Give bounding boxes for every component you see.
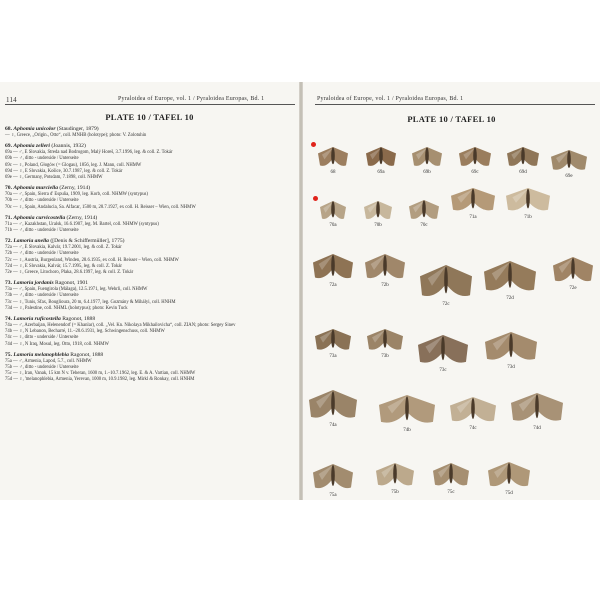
header-rule-right — [315, 104, 595, 105]
species-entry — [5, 185, 297, 211]
specimen-label: 69a — [377, 170, 385, 175]
specimen-label: 74d — [533, 426, 541, 431]
species-number: 73. — [5, 280, 14, 287]
moth-body — [471, 189, 475, 209]
species-name: Lamoria melanophlebia — [13, 351, 69, 358]
moth-specimen — [374, 461, 416, 489]
species-heading — [5, 352, 297, 359]
species-name: Lamoria anella — [13, 238, 49, 245]
species-author: (Joannis, 1932) — [49, 143, 86, 150]
specimen-record: 75b — ♂, ditto - underside / Unterseite — [5, 365, 79, 371]
specimen-record: 72b — ♂, ditto - underside / Unterseite — [5, 251, 79, 257]
species-entry — [5, 238, 297, 276]
specimen-record: 69d — ♀, E Slovakia, Košice, 30.7.1987, leg. & coll. Z. Tokár — [5, 168, 123, 174]
species-heading — [5, 316, 297, 323]
specimen-label: 72a — [329, 283, 337, 288]
specimen-record: 69e — ♀, Germany, Potsdam, 7.1898, coll. NHMW — [5, 175, 103, 181]
moth-specimen — [311, 252, 355, 282]
plate-title-right: PLATE 10 / TAFEL 10 — [407, 114, 496, 124]
specimen-record: 70a — ♂, Spain, Sierra d' Espuña, 1909, leg. Korb, coll. NHMW (syntypus) — [5, 192, 148, 198]
moth-specimen — [448, 395, 498, 425]
species-name: Aphomia zelleri — [13, 143, 50, 150]
specimen-record: 69a — ♂, E Slovakia, Streda nad Bodrogom, Malý Horeš, 3.7.1996, leg. & coll. Z. Tokár — [5, 150, 173, 156]
species-author: Ragonot, 1901 — [53, 280, 88, 287]
moth-body — [331, 465, 335, 486]
specimen-record: 69b — ♂, ditto - underside / Unterseite — [5, 156, 79, 162]
specimen-record: 71b — ♂, ditto - underside / Unterseite — [5, 228, 79, 234]
specimen-label: 75d — [505, 491, 513, 496]
moth-wing-right — [424, 200, 439, 219]
moth-wing-right — [446, 265, 472, 296]
specimen-label: 70b — [374, 222, 382, 228]
moth-specimen — [457, 145, 493, 169]
species-name: Lamoria jordanis — [13, 280, 54, 287]
specimen-label: 69c — [471, 170, 479, 175]
pin-head-icon — [311, 142, 316, 147]
moth-wing-right — [333, 390, 357, 418]
moth-wing-right — [333, 464, 353, 488]
specimen-record: 73b — ♂, ditto - underside / Unterseite — [5, 293, 79, 299]
specimen-label: 70a — [329, 222, 337, 228]
moth-wing-right — [333, 329, 351, 350]
moth-body — [383, 330, 387, 348]
moth-wing-right — [385, 329, 403, 350]
species-heading — [5, 280, 297, 287]
species-number: 69. — [5, 143, 14, 150]
moth-body — [571, 258, 575, 279]
moth-body — [508, 263, 512, 288]
moth-specimen — [318, 199, 348, 222]
species-list — [5, 126, 297, 388]
right-page — [303, 82, 600, 500]
specimen-label: 75b — [391, 490, 399, 495]
species-number: 71. — [5, 214, 14, 221]
specimen-label: 74a — [329, 423, 337, 428]
species-number: 72. — [5, 238, 14, 245]
moth-body — [509, 333, 513, 357]
moth-specimen — [416, 333, 470, 367]
moth-wing-right — [333, 201, 346, 219]
specimen-record: 74b — ♀, N Lebanon, Becharré, 11.–20.6.1931, leg. Schwingenschuss, coll. NHMW — [5, 329, 165, 335]
moth-specimen — [483, 330, 539, 364]
moth-wing-right — [537, 393, 563, 421]
species-author: (Staudinger, 1879) — [55, 126, 99, 132]
specimen-record: 72d — ♀, E Slovakia, Kalvár, 15.7.1995, leg. & coll. Z. Tokár — [5, 263, 122, 269]
species-author: (Zerny, 1914) — [65, 214, 98, 221]
specimen-record: 72a — ♂, E Slovakia, Kalvár, 19.7.2001, leg. & coll. Z. Tokár — [5, 245, 122, 251]
moth-wing-right — [451, 463, 469, 485]
moth-body — [331, 391, 335, 415]
species-author: (Zerny, 1914) — [58, 185, 91, 192]
species-name: Aphomia unicolor — [13, 126, 56, 132]
species-name: Aphomia murciella — [13, 185, 58, 192]
specimen-label: 75a — [329, 493, 337, 498]
moth-body — [383, 255, 387, 276]
specimen-label: 73d — [507, 365, 515, 370]
specimen-label: 70c — [420, 223, 428, 228]
moth-wing-right — [385, 254, 405, 278]
moth-wing-right — [569, 150, 587, 170]
species-entry — [5, 280, 297, 312]
moth-wing-right — [473, 397, 496, 421]
moth-specimen — [449, 186, 497, 214]
moth-wing-right — [395, 463, 414, 485]
specimen-label: 71b — [524, 215, 532, 220]
specimen-label: 72e — [569, 286, 577, 291]
moth-body — [379, 147, 383, 164]
specimen-label: 71a — [469, 215, 477, 220]
specimen-label: 73b — [381, 354, 389, 359]
moth-body — [425, 147, 429, 164]
moth-wing-right — [407, 395, 435, 423]
moth-body — [449, 464, 453, 484]
moth-body — [331, 147, 335, 164]
moth-wing-right — [427, 147, 442, 166]
moth-specimen — [431, 461, 471, 489]
species-number: 70. — [5, 185, 14, 192]
moth-wing-right — [381, 147, 396, 166]
species-heading — [5, 238, 297, 245]
species-entry — [5, 126, 297, 139]
moth-specimen — [482, 259, 538, 295]
moth-wing-right — [475, 147, 491, 166]
specimen-label: 72c — [442, 302, 450, 307]
species-author: Ragonot, 1888 — [60, 316, 96, 323]
moth-wing-right — [378, 201, 392, 219]
specimen-record: 70c — ♀, Spain, Andalucia, Sa. Alfacar, 1500 m, 28.7.1927, ex coll. H. Reisser – Wien, coll. NHMW — [5, 204, 196, 210]
moth-specimen — [410, 145, 444, 169]
specimen-record: 74d — ♀, N Iraq, Mosul, leg. Otto, 1918, coll. NHMW — [5, 341, 109, 347]
moth-body — [535, 394, 539, 418]
specimen-label: 69e — [565, 173, 573, 179]
moth-body — [331, 255, 335, 276]
specimen-label: 69d — [519, 170, 527, 175]
species-heading — [5, 215, 297, 222]
specimen-label: 74c — [469, 426, 477, 431]
moth-specimen — [509, 391, 565, 425]
moth-body — [567, 150, 571, 168]
moth-body — [331, 201, 335, 217]
moth-specimen — [418, 263, 474, 301]
moth-body — [441, 336, 445, 360]
page-number: 114 — [6, 96, 17, 104]
specimen-record: 73d — ♀, Palestine, coll. NHML (holotypus); photo: Kevin Tuck — [5, 305, 128, 311]
plate-title-left: PLATE 10 / TAFEL 10 — [105, 112, 194, 122]
moth-specimen — [377, 393, 437, 427]
pin-head-icon — [313, 196, 318, 201]
specimen-label: 72b — [381, 283, 389, 288]
moth-wing-right — [573, 257, 593, 281]
moth-wing-right — [333, 147, 348, 166]
moth-specimen — [407, 198, 441, 222]
species-number: 75. — [5, 351, 14, 358]
moth-specimen — [311, 462, 355, 492]
running-head-left: Pyraloidea of Europe, vol. 1 / Pyraloidea Europas, Bd. 1 — [118, 96, 265, 102]
specimen-record: 75c — ♀, Iran, Vanak, 15 km N v. Teheran, 1600 m, 1.–10.7.1962, leg. E. & A. Vartian, coll. NHMW — [5, 371, 196, 377]
moth-body — [507, 463, 511, 484]
moth-specimen — [363, 252, 407, 282]
specimen-record: 74a — ♂, Azerbaijan, Helenendorf (= Khanlar), coll. „Vel. Kn. Nikolaya Mikhailovicha“, coll. ZIAN; photo: Sergey Sinev — [5, 323, 236, 329]
moth-specimen — [313, 327, 353, 353]
moth-specimen — [505, 145, 541, 169]
specimen-label: 75c — [447, 490, 455, 495]
species-number: 68. — [5, 126, 14, 132]
left-page — [0, 82, 299, 500]
moth-wing-right — [333, 254, 353, 278]
moth-body — [393, 464, 397, 484]
moth-wing-right — [511, 332, 537, 360]
species-author: ([Denis & Schiffermüller], 1775) — [48, 238, 125, 245]
moth-body — [471, 398, 475, 419]
moth-body — [521, 147, 525, 164]
specimen-label: 73a — [329, 354, 337, 359]
running-head-right: Pyraloidea of Europe, vol. 1 / Pyraloidea Europas, Bd. 1 — [317, 96, 464, 102]
specimen-record: 72c — ♀, Austria, Burgenland, Winden, 28.6.1935, ex coll. H. Reisser – Wien, coll. NHMW — [5, 257, 179, 263]
specimen-record: 73c — ♀, Tunis, Sfax, Bouglioura, 20 m, 6.4.1977, leg. Gozmány & Mihályi, coll. HNHM — [5, 299, 176, 305]
species-entry — [5, 215, 297, 234]
moth-wing-right — [473, 188, 495, 210]
species-author: Ragonot, 1888 — [68, 351, 104, 358]
species-heading — [5, 185, 297, 192]
moth-body — [331, 330, 335, 348]
moth-body — [444, 267, 448, 294]
moth-specimen — [504, 186, 552, 214]
specimen-label: 72d — [506, 296, 514, 301]
header-rule — [5, 104, 295, 105]
moth-wing-right — [523, 147, 539, 166]
specimen-record: 71a — ♂, Kazakhstan, Uralsk, 16.6.1907, leg. M. Bartel, coll. NHMW (syntypus) — [5, 221, 159, 227]
specimen-label: 73c — [439, 368, 447, 373]
specimen-record: 69c — ♀, Poland, Głogów (= Glogau), 1856, leg. J. Mann, coll. NHMW — [5, 162, 142, 168]
species-entry — [5, 143, 297, 181]
species-name: Aphomia curvicostella — [13, 214, 66, 221]
species-heading — [5, 126, 297, 133]
specimen-record: 74c — ♀, ditto - underside / Unterseite — [5, 335, 79, 341]
specimen-record: 75a — ♂, Armenia, Lapod, 5.7., coll. NHMW — [5, 358, 92, 364]
moth-body — [376, 201, 380, 217]
species-number: 74. — [5, 316, 14, 323]
specimen-record: — ♀, Greece, „Origin., Otto“, coll. MNHB (holotype); photo: V. Zolotuhin — [5, 133, 147, 138]
moth-specimen — [551, 255, 595, 285]
species-heading — [5, 143, 297, 150]
moth-wing-right — [510, 261, 536, 290]
specimen-record: 70b — ♂, ditto - underside / Unterseite — [5, 198, 79, 204]
species-entry — [5, 316, 297, 348]
species-name: Lamoria ruficostella — [13, 316, 61, 323]
moth-body — [422, 200, 426, 217]
specimen-record: 75d — ♀, 'melanophlebia, Armenia, Yerevan, 1000 m, 10.9.1982, leg. Mirkl & Ronkay, coll. HNHM — [5, 377, 195, 383]
moth-specimen — [486, 460, 532, 490]
moth-specimen — [549, 148, 589, 173]
moth-body — [473, 147, 477, 164]
species-entry — [5, 352, 297, 384]
moth-specimen — [362, 199, 394, 222]
specimen-label: 68 — [330, 170, 336, 175]
moth-specimen — [307, 388, 359, 422]
specimen-record: 72e — ♀, Greece, Litochoro, Plaka, 28.6.1997, leg. & coll. Z. Tokár — [5, 270, 134, 276]
moth-wing-right — [509, 462, 530, 486]
specimen-record: 73a — ♂, Spain, Fuengirola (Málaga), 12.5.1971, leg. Wehrli, coll. NHMW — [5, 287, 148, 293]
moth-specimen — [316, 145, 350, 169]
moth-specimen — [364, 145, 398, 169]
moth-specimen — [365, 327, 405, 353]
moth-body — [526, 189, 530, 209]
moth-wing-right — [443, 335, 468, 363]
specimen-label: 74b — [403, 428, 411, 433]
moth-wing-right — [528, 188, 550, 210]
specimen-label: 69b — [423, 170, 431, 175]
moth-body — [405, 396, 409, 420]
